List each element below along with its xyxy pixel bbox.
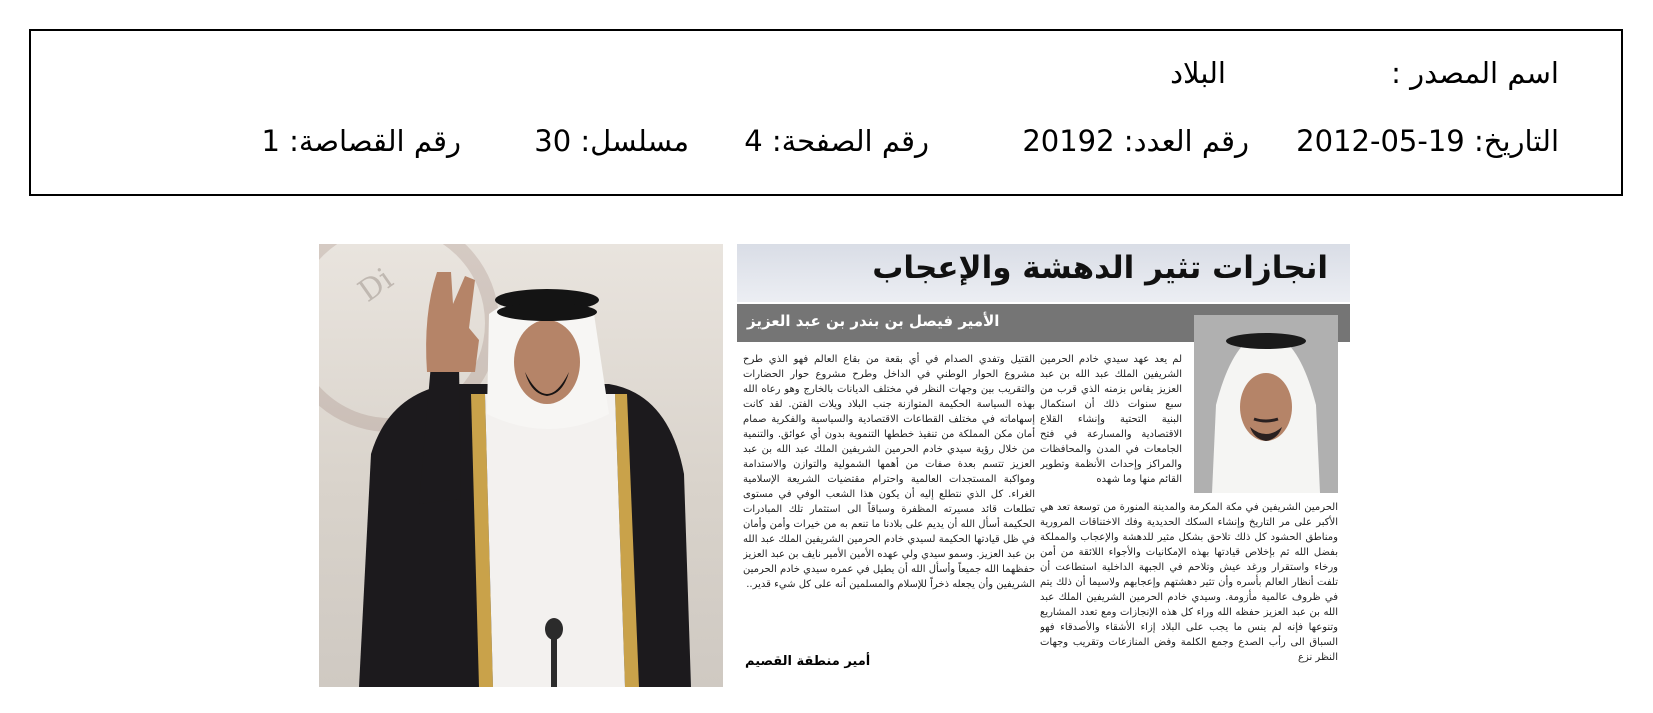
headline-bar [737, 244, 1350, 302]
author-portrait-illustration [1194, 315, 1338, 493]
clipping-number-field: رقم القصاصة: 1 [261, 124, 461, 158]
article-headline: انجازات تثير الدهشة والإعجاب [872, 250, 1328, 286]
source-label: اسم المصدر : [1391, 56, 1559, 90]
article-column-right-top: لم يعد عهد سيدي خادم الحرمين الشريفين الملك عبد الله بن عبد العزيز يقاس بزمنه الذي قرب من سبع سنوات ذلك أن استكمال البنية التحتية وإنشاء القلاع الاقتصادية والمسارعة في فتح الجامعات في المدن والمحافظات والمراكز وإحداث الأنظمة وتطوير القائم منها وما شهده [1040, 354, 1182, 485]
issue-number-field: رقم العدد: 20192 [1022, 124, 1249, 158]
date-field: التاريخ: 19-05-2012 [1296, 124, 1559, 158]
article-column-right-bottom: الحرمين الشريفين في مكة المكرمة والمدينة المنورة من توسعة تعد هي الأكبر على مر التاريخ وإنشاء السكك الحديدية وفك الاختناقات المرورية ومناطق الحشود كل ذلك تلاحق بشكل مثير للدهشة والإعجاب والمملكة بفضل الله ثم بإخلاص قيادتها بهذه الإمكانيات والأجواء اللائقة من أمن ورخاء واستقرار ورغد عيش وتلاحم في الجبهة الداخلية استطاعت أن تلفت أنظار العالم بأسره وأن تثير دهشتهم وإعجابهم ولاسيما أن ذلك يتم في ظروف عالمية مأزومة. وسيدي خادم الحرمين الشريفين الملك عبد الله بن عبد العزيز حفظه الله وراء كل هذه الإنجازات ومع تعدد المشاريع وتنوعها فإنه لم ينس ما يجب على البلاد إزاء الأشقاء والأصدقاء فهو السباق الى رأب الصدع وجمع الكلمة وفض المنازعات وتقريب وجهات النظر نزع [1040, 502, 1338, 663]
article-byline: الأمير فيصل بن بندر بن عبد العزيز [747, 312, 1000, 330]
king-figure-illustration [319, 244, 723, 687]
source-value: البلاد [1170, 56, 1226, 90]
serial-field: مسلسل: 30 [534, 124, 689, 158]
emblem-text: Di [352, 261, 400, 310]
article-column-left: القتيل وتفدي الصدام في أي بقعة من بقاع العالم فهو الذي طرح مشروع الحوار الوطني في الداخل وطرح مشروع حوار الحضارات والتقريب بين وجهات النظر في مختلف الديانات بالخارج وهو رعاه الله بهذه السياسة الحكيمة المتوازنة جنب البلاد ويلات الفتن. لقد كانت إسهاماته في مختلف القطاعات الاقتصادية والسياسية والفكرية صمام أمان مكن المملكة من تنفيذ خططها التنموية بدون أي عوائق. والتنمية من خلال رؤية سيدي خادم الحرمين الشريفين الملك عبد الله بن عبد العزيز تتسم بعدة صفات من أهمها الشمولية والتوازن والاستدامة ومواكبة المستجدات العالمية واحترام مقتضيات الشريعة الإسلامية الغراء. كل الذي نتطلع إليه أن يكون هذا الشعب الوفي في مستوى تطلعات قائد مسيرته المظفرة وسباقاً الى استثمار تلك المبادرات الحكيمة أسأل الله أن يديم على بلادنا ما تنعم به من خيرات وأمن وأمان في ظل قيادتها الحكيمة لسيدي خادم الحرمين الشريفين الملك عبد الله بن عبد العزيز. وسمو سيدي ولي عهده الأمين الأمير نايف بن عبد العزيز حفظهما الله جميعاً وأسأل الله أن يطيل في عمره سيدي خادم الحرمين الشريفين وأن يجعله ذخراً للإسلام والمسلمين أنه على كل شيء قدير.. [743, 354, 1035, 590]
article [737, 244, 1350, 687]
page-number-field: رقم الصفحة: 4 [744, 124, 929, 158]
king-photo [319, 244, 723, 687]
article-signoff: أمير منطقة القصيم [745, 654, 871, 669]
newspaper-clipping [319, 244, 1350, 687]
clipping-info-box [29, 29, 1623, 196]
author-portrait [1194, 315, 1338, 493]
